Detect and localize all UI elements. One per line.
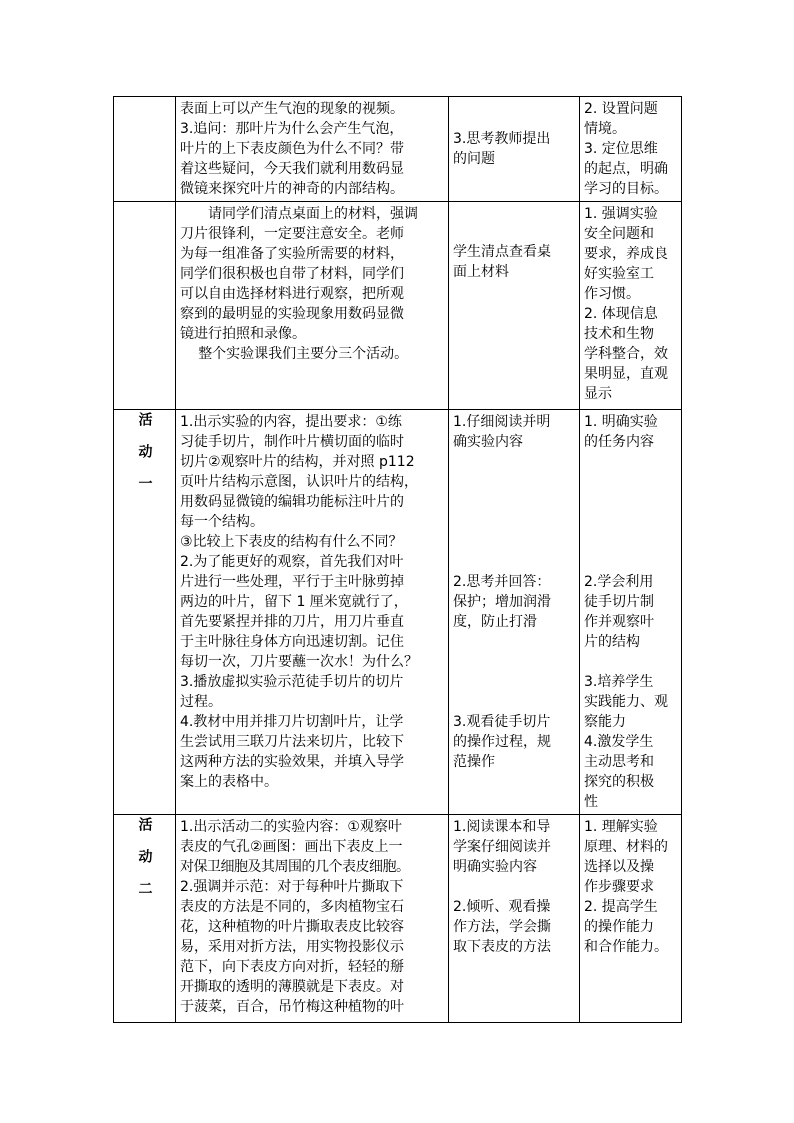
intent-text: 情境。 bbox=[584, 121, 626, 137]
teacher-text: 表皮的气孔②画图：画出下表皮上一 bbox=[180, 839, 403, 855]
teacher-text: 每切一次，刀片要蘸一次水！为什么？ bbox=[180, 654, 418, 670]
intent-text: 2. 体现信息 bbox=[584, 306, 658, 322]
intent-text: 徒手切片制 bbox=[584, 594, 654, 610]
intent-text: 探究的积极 bbox=[584, 774, 654, 790]
intent-text: 3.培养学生 bbox=[584, 674, 654, 690]
teacher-text: 切片②观察叶片的结构，并对照 p112 bbox=[180, 454, 415, 470]
teacher-text: 易，采用对折方法，用实物投影仪示 bbox=[180, 939, 404, 955]
table-row bbox=[114, 410, 682, 815]
student-text: 1.阅读课本和导 bbox=[453, 819, 551, 835]
teacher-activity-cell bbox=[176, 202, 449, 410]
intent-text: 技术和生物 bbox=[584, 326, 654, 342]
intent-text: 和合作能力。 bbox=[584, 939, 668, 955]
teacher-text: 生尝试用三联刀片法来切片，比较下 bbox=[180, 734, 404, 750]
intent-text: 的操作能力 bbox=[584, 919, 654, 935]
student-text: 范操作 bbox=[453, 754, 495, 770]
intent-text: 主动思考和 bbox=[584, 754, 654, 770]
stage-label: 活动二 bbox=[136, 817, 153, 913]
intent-text: 学习的目标。 bbox=[584, 181, 668, 197]
teacher-text: 1.出示实验的内容，提出要求：①练 bbox=[180, 414, 402, 430]
student-text: 学案仔细阅读并 bbox=[453, 839, 551, 855]
design-intent-cell bbox=[580, 97, 682, 202]
intent-text: 原理、材料的 bbox=[584, 839, 668, 855]
teacher-text: 同学们很积极也自带了材料，同学们 bbox=[180, 266, 404, 282]
stage-label: 活动一 bbox=[136, 412, 153, 508]
student-text: 1.仔细阅读并明 bbox=[453, 414, 551, 430]
student-text: 2.思考并回答： bbox=[453, 574, 551, 590]
intent-text: 要求，养成良 bbox=[584, 246, 668, 262]
teacher-text: 2.强调并示范：对于每种叶片撕取下 bbox=[180, 879, 404, 895]
stage-cell-activity-one bbox=[114, 410, 176, 815]
intent-text: 片的结构 bbox=[584, 634, 640, 650]
design-intent-cell bbox=[580, 815, 682, 1023]
teacher-text: 1.出示活动二的实验内容：①观察叶 bbox=[180, 819, 402, 835]
teacher-text: 着这些疑问，今天我们就利用数码显 bbox=[180, 161, 404, 177]
teacher-text: 用数码显微镜的编辑功能标注叶片的 bbox=[180, 494, 404, 510]
intent-text: 实践能力、观 bbox=[584, 694, 668, 710]
intent-text: 选择以及操 bbox=[584, 859, 654, 875]
teacher-activity-cell bbox=[176, 97, 449, 202]
stage-cell bbox=[114, 202, 176, 410]
lesson-plan-table bbox=[113, 96, 682, 1023]
student-text: 确实验内容 bbox=[453, 434, 523, 450]
intent-text: 的起点，明确 bbox=[584, 161, 668, 177]
design-intent-cell bbox=[580, 202, 682, 410]
table-row bbox=[114, 815, 682, 1023]
student-text: 明确实验内容 bbox=[453, 859, 537, 875]
teacher-activity-cell bbox=[176, 815, 449, 1023]
student-text: 3.思考教师提出 bbox=[453, 131, 551, 147]
intent-text: 作习惯。 bbox=[584, 286, 640, 302]
intent-text: 的任务内容 bbox=[584, 434, 654, 450]
student-text: 3.观看徒手切片 bbox=[453, 714, 551, 730]
teacher-text: 表皮的方法是不同的，多肉植物宝石 bbox=[180, 899, 404, 915]
intent-text: 好实验室工 bbox=[584, 266, 654, 282]
intent-text: 察能力 bbox=[584, 714, 626, 730]
teacher-text: 可以自由选择材料进行观察，把所观 bbox=[180, 286, 404, 302]
intent-text: 学科整合，效 bbox=[584, 346, 668, 362]
student-text: 2.倾听、观看操 bbox=[453, 899, 551, 915]
teacher-text: 察到的最明显的实验现象用数码显微 bbox=[180, 306, 404, 322]
teacher-text: 这两种方法的实验效果，并填入导学 bbox=[180, 754, 404, 770]
teacher-text: 微镜来探究叶片的神奇的内部结构。 bbox=[180, 181, 404, 197]
teacher-text: 两边的叶片，留下 1 厘米宽就行了， bbox=[180, 594, 408, 610]
intent-text: 3. 定位思维 bbox=[584, 141, 658, 157]
student-activity-cell bbox=[449, 815, 580, 1023]
student-text: 的问题 bbox=[453, 151, 495, 167]
teacher-text: 请同学们清点桌面上的材料，强调 bbox=[208, 206, 418, 222]
student-text: 作方法，学会撕 bbox=[453, 919, 551, 935]
teacher-text: 习徒手切片，制作叶片横切面的临时 bbox=[180, 434, 404, 450]
teacher-text: 表面上可以产生气泡的现象的视频。 bbox=[180, 101, 404, 117]
teacher-text: 镜进行拍照和录像。 bbox=[180, 326, 306, 342]
teacher-text: 于主叶脉往身体方向迅速切割。记住 bbox=[180, 634, 404, 650]
teacher-text: 2.为了能更好的观察，首先我们对叶 bbox=[180, 554, 404, 570]
intent-text: 性 bbox=[584, 794, 598, 810]
teacher-text: 每一个结构。 bbox=[180, 514, 264, 530]
teacher-text: 4.教材中用并排刀片切割叶片，让学 bbox=[180, 714, 404, 730]
intent-text: 作步骤要求 bbox=[584, 879, 654, 895]
table-row bbox=[114, 97, 682, 202]
intent-text: 1. 理解实验 bbox=[584, 819, 658, 835]
student-activity-cell bbox=[449, 202, 580, 410]
teacher-text: 整个实验课我们主要分三个活动。 bbox=[198, 346, 409, 362]
design-intent-cell bbox=[580, 410, 682, 815]
student-activity-cell bbox=[449, 97, 580, 202]
teacher-text: 过程。 bbox=[180, 694, 222, 710]
teacher-text: 案上的表格中。 bbox=[180, 774, 278, 790]
teacher-text: 叶片的上下表皮颜色为什么不同？带 bbox=[180, 141, 404, 157]
teacher-text: 为每一组准备了实验所需要的材料， bbox=[180, 246, 404, 262]
intent-text: 4.激发学生 bbox=[584, 734, 654, 750]
intent-text: 果明显，直观 bbox=[584, 366, 668, 382]
teacher-text: 片进行一些处理，平行于主叶脉剪掉 bbox=[180, 574, 404, 590]
teacher-text: 开撕取的透明的薄膜就是下表皮。对 bbox=[180, 979, 404, 995]
stage-cell-activity-two bbox=[114, 815, 176, 1023]
intent-text: 作并观察叶 bbox=[584, 614, 654, 630]
student-text: 保护；增加润滑 bbox=[453, 594, 551, 610]
student-text: 度，防止打滑 bbox=[453, 614, 537, 630]
teacher-text: 页叶片结构示意图，认识叶片的结构， bbox=[180, 474, 418, 490]
teacher-text: 于菠菜，百合，吊竹梅这种植物的叶 bbox=[180, 999, 404, 1015]
teacher-text: 对保卫细胞及其周围的几个表皮细胞。 bbox=[180, 859, 410, 875]
intent-text: 1. 强调实验 bbox=[584, 206, 658, 222]
student-text: 学生清点查看桌 bbox=[453, 244, 551, 260]
intent-text: 2.学会利用 bbox=[584, 574, 654, 590]
intent-text: 2. 提高学生 bbox=[584, 899, 658, 915]
student-text: 面上材料 bbox=[453, 264, 509, 280]
student-text: 取下表皮的方法 bbox=[453, 939, 551, 955]
teacher-text: 花，这种植物的叶片撕取表皮比较容 bbox=[180, 919, 404, 935]
student-activity-cell bbox=[449, 410, 580, 815]
teacher-text: 首先要紧捏并排的刀片，用刀片垂直 bbox=[180, 614, 404, 630]
intent-text: 2. 设置问题 bbox=[584, 101, 658, 117]
teacher-text: 范下，向下表皮方向对折，轻轻的掰 bbox=[180, 959, 404, 975]
intent-text: 1. 明确实验 bbox=[584, 414, 658, 430]
intent-text: 安全问题和 bbox=[584, 226, 654, 242]
teacher-text: ③比较上下表皮的结构有什么不同？ bbox=[180, 534, 403, 550]
stage-cell bbox=[114, 97, 176, 202]
teacher-activity-cell bbox=[176, 410, 449, 815]
teacher-text: 3.追问：那叶片为什么会产生气泡， bbox=[180, 121, 404, 137]
table-row bbox=[114, 202, 682, 410]
student-text: 的操作过程，规 bbox=[453, 734, 551, 750]
teacher-text: 3.播放虚拟实验示范徒手切片的切片 bbox=[180, 674, 404, 690]
teacher-text: 刀片很锋利，一定要注意安全。老师 bbox=[180, 226, 404, 242]
intent-text: 显示 bbox=[584, 386, 612, 402]
